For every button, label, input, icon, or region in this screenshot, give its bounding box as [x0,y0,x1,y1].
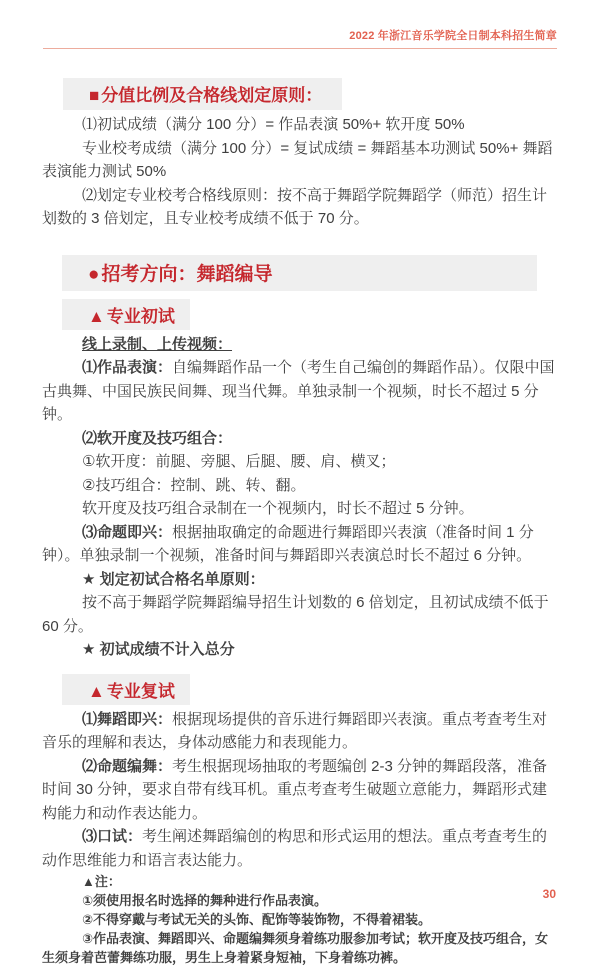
section-title-direction: 招考方向：舞蹈编导 [101,264,272,285]
section-title-initial-exam: 专业初试 [107,307,175,326]
triangle-bullet-icon: ▲ [88,682,105,701]
second-exam-body [42,708,558,967]
initial-pass-rule: 按不高于舞蹈学院舞蹈编导招生计划数的 6 倍划定，且初试成绩不低于 60 分。 [42,591,558,638]
run-in-label: ⑴作品表演： [82,359,172,376]
run-in-label: ⑶命题即兴： [82,524,172,541]
initial-exam-body [42,333,558,662]
section-banner-initial-exam [62,299,190,330]
run-in-label: ⑵软开度及技巧组合： [82,430,232,447]
square-bullet-icon: ■ [89,86,99,105]
notes-title: ▲注： [42,872,558,891]
section-banner-score-rules [63,78,342,110]
initial-item-2 [42,427,558,451]
note-1: ①须使用报名时选择的舞种进行作品表演。 [42,891,558,910]
triangle-bullet-icon: ▲ [88,307,105,326]
run-in-label: ⑵命题编舞： [82,758,172,775]
initial-pass-rule-title: ★ 划定初试合格名单原则： [42,568,558,592]
initial-item-2b: ②技巧组合：控制、跳、转、翻。 [42,474,558,498]
note-2: ②不得穿戴与考试无关的头饰、配饰等装饰物，不得着裙装。 [42,910,558,929]
initial-item-2c: 软开度及技巧组合录制在一个视频内，时长不超过 5 分钟。 [42,497,558,521]
initial-item-1: ⑴作品表演：自编舞蹈作品一个（考生自己编创的舞蹈作品）。仅限中国古典舞、中国民族民间舞、现当代舞。单独录制一个视频，时长不超过 5 分钟。 [42,356,558,427]
page-header [43,27,557,43]
second-item-1: ⑴舞蹈即兴：根据现场提供的音乐进行舞蹈即兴表演。重点考查考生对音乐的理解和表达，身体动感能力和表现能力。 [42,708,558,755]
note-3: ③作品表演、舞蹈即兴、命题编舞须身着练功服参加考试；软开度及技巧组合，女生须身着芭蕾舞练功服，男生上身着紧身短袖，下身着练功裤。 [42,929,558,967]
second-item-2: ⑵命题编舞：考生根据现场抽取的考题编创 2-3 分钟的舞蹈段落，准备时间 30 分钟，要求自带有线耳机。重点考查考生破题立意能力，舞蹈形式建构能力和动作表达能力。 [42,755,558,826]
section-banner-direction [62,255,537,291]
initial-score-note: ★ 初试成绩不计入总分 [42,638,558,662]
section-title-second-exam: 专业复试 [107,682,175,701]
score-rule-3: ⑵划定专业校考合格线原则：按不高于舞蹈学院舞蹈学（师范）招生计划数的 3 倍划定，且专业校考成绩不低于 70 分。 [42,184,558,231]
circle-bullet-icon: ● [88,264,99,285]
page-content [42,49,558,967]
score-rule-1: ⑴初试成绩（满分 100 分）= 作品表演 50%+ 软开度 50% [42,113,558,137]
page-number: 30 [543,887,556,901]
page-footer [543,887,556,901]
section-banner-second-exam [62,674,190,705]
score-rule-2: 专业校考成绩（满分 100 分）= 复试成绩 = 舞蹈基本功测试 50%+ 舞蹈表演能力测试 50% [42,137,558,184]
second-item-3: ⑶口试：考生阐述舞蹈编创的构思和形式运用的想法。重点考查考生的动作思维能力和语言表达能力。 [42,825,558,872]
header-title: 2022 年浙江音乐学院全日制本科招生简章 [349,30,557,42]
run-in-label: ⑶口试： [82,828,142,845]
score-rules-body [42,113,558,231]
run-in-label: ⑴舞蹈即兴： [82,711,172,728]
online-recording-lead: 线上录制、上传视频： [42,333,558,357]
initial-item-2a: ①软开度：前腿、旁腿、后腿、腰、肩、横叉； [42,450,558,474]
section-title-score-rules: 分值比例及合格线划定原则： [101,86,322,105]
initial-item-3: ⑶命题即兴：根据抽取确定的命题进行舞蹈即兴表演（准备时间 1 分钟）。单独录制一个视频，准备时间与舞蹈即兴表演总时长不超过 6 分钟。 [42,521,558,568]
